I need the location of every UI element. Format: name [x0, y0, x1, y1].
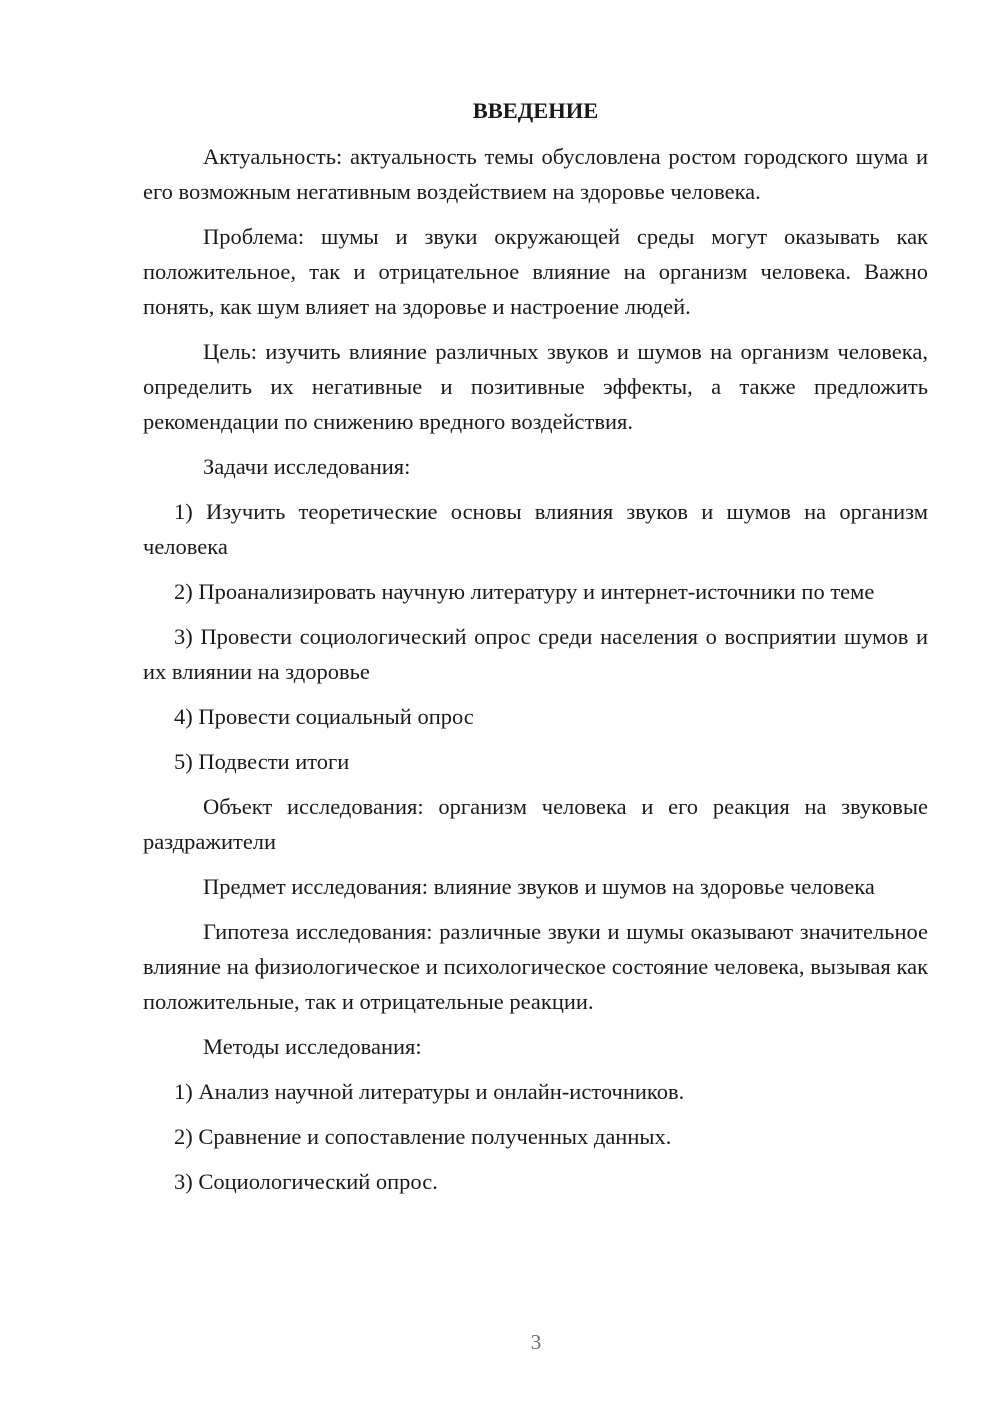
section-title: ВВЕДЕНИЕ	[472, 98, 599, 123]
task-item: 1) Изучить теоретические основы влияния звуков и шумов на организм человека	[143, 499, 928, 559]
task-item: 2) Проанализировать научную литературу и интернет-источники по теме	[174, 579, 875, 604]
methods-heading: Методы исследования:	[203, 1034, 422, 1059]
relevance-paragraph: Актуальность: актуальность темы обусловлена ростом городского шума и его возможным негативным воздействием на здоровье человека.	[143, 144, 928, 204]
object-paragraph: Объект исследования: организм человека и его реакция на звуковые раздражители	[143, 794, 928, 854]
method-item: 3) Социологический опрос.	[174, 1169, 438, 1194]
subject-paragraph: Предмет исследования: влияние звуков и шумов на здоровье человека	[203, 874, 875, 899]
page-number: 3	[530, 1330, 542, 1354]
task-item: 5) Подвести итоги	[174, 749, 350, 774]
problem-paragraph: Проблема: шумы и звуки окружающей среды могут оказывать как положительное, так и отрицательное влияние на организм человека. Важно понять, как шум влияет на здоровье и настроение людей.	[143, 224, 928, 319]
task-item: 3) Провести социологический опрос среди населения о восприятии шумов и их влиянии на здоровье	[143, 624, 928, 684]
document-body	[143, 93, 928, 1209]
hypothesis-paragraph: Гипотеза исследования: различные звуки и шумы оказывают значительное влияние на физиологическое и психологическое состояние человека, вызывая как положительные, так и отрицательные реакции.	[143, 919, 928, 1014]
goal-paragraph: Цель: изучить влияние различных звуков и шумов на организм человека, определить их негативные и позитивные эффекты, а также предложить рекомендации по снижению вредного воздействия.	[143, 339, 928, 434]
task-item: 4) Провести социальный опрос	[174, 704, 474, 729]
method-item: 1) Анализ научной литературы и онлайн-источников.	[174, 1079, 685, 1104]
method-item: 2) Сравнение и сопоставление полученных данных.	[174, 1124, 672, 1149]
tasks-heading: Задачи исследования:	[203, 454, 411, 479]
